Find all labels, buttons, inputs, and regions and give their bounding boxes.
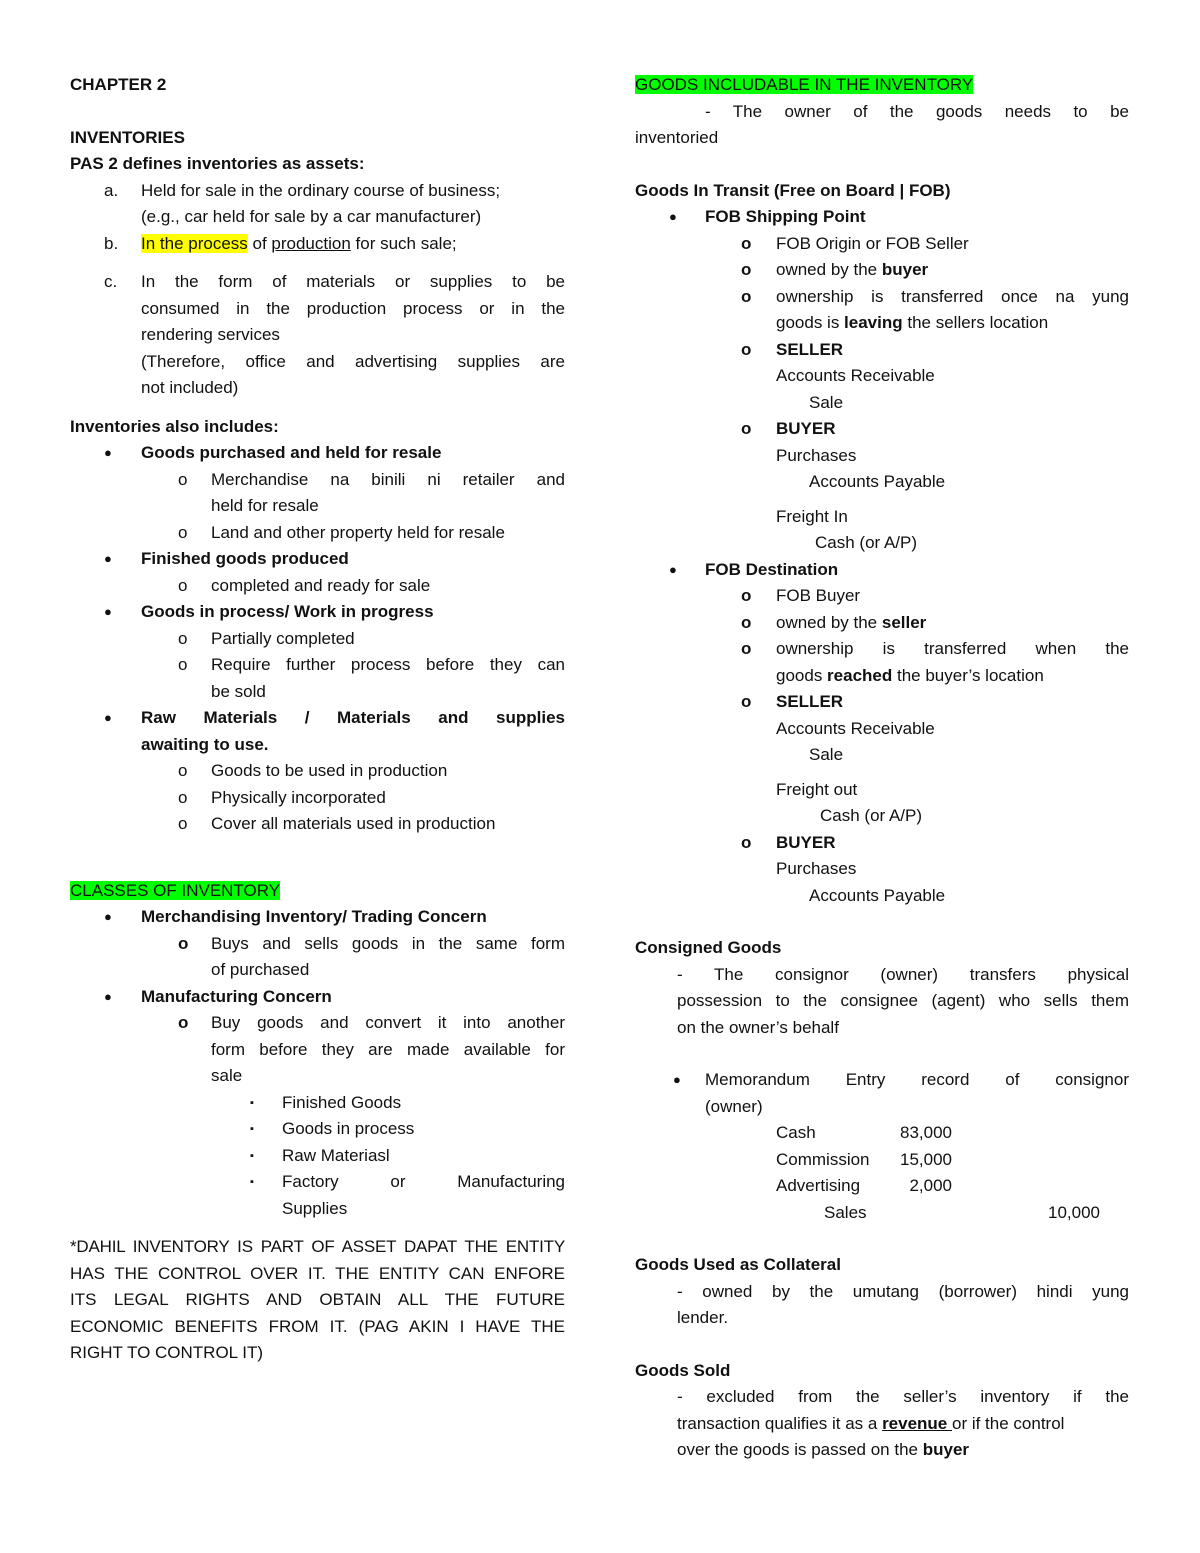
list-item: o BUYER	[635, 830, 1129, 857]
list-item: ● Memorandum Entry record of consignor	[635, 1067, 1129, 1094]
list-item: ▪ Finished Goods	[70, 1090, 565, 1117]
bullet-icon: ●	[669, 209, 677, 224]
def-item-c-cont: consumed in the production process or in the	[141, 298, 565, 318]
list-item-cont: goods is leaving the sellers location	[776, 313, 1049, 332]
consigned-heading: Consigned Goods	[635, 938, 782, 957]
journal-line: Purchases	[776, 859, 857, 878]
journal-line: Freight out	[776, 779, 858, 799]
includable-heading: GOODS INCLUDABLE IN THE INVENTORY	[635, 75, 974, 94]
circle-bullet-icon: o	[741, 639, 752, 658]
list-item: o FOB Buyer	[635, 583, 1129, 610]
circle-bullet-icon: o	[178, 655, 188, 674]
list-item: ● Goods in process/ Work in progress	[70, 599, 565, 626]
bullet-icon: ●	[673, 1072, 681, 1087]
journal-line: Freight In	[776, 506, 848, 526]
collateral-text: lender.	[677, 1308, 729, 1327]
circle-bullet-icon: o	[741, 260, 752, 279]
also-includes-heading: Inventories also includes:	[70, 416, 279, 436]
circle-bullet-icon: o	[741, 586, 752, 605]
list-item: o Buy goods and convert it into another	[70, 1010, 565, 1037]
highlighted-text: In the process	[141, 233, 248, 253]
list-item: o Partially completed	[70, 626, 565, 653]
list-item: o Cover all materials used in production	[70, 811, 565, 838]
list-item: o FOB Origin or FOB Seller	[635, 231, 1129, 258]
consigned-text: possession to the consignee (agent) who sells them	[677, 991, 1129, 1010]
list-item: o BUYER	[635, 416, 1129, 443]
journal-entry-row: Advertising 2,000	[776, 1176, 952, 1195]
list-item: o ownership is transferred once na yung	[635, 284, 1129, 311]
list-item: ● Manufacturing Concern	[70, 984, 565, 1011]
control-note: *DAHIL INVENTORY IS PART OF ASSET DAPAT THE ENTITY	[70, 1237, 565, 1256]
square-bullet-icon: ▪	[250, 1176, 254, 1188]
consigned-text: - The consignor (owner) transfers physical	[677, 964, 1129, 984]
journal-line: Sale	[809, 392, 844, 412]
def-item-b: b. In the process of production for such sale;	[104, 233, 457, 253]
list-item: o Require further process before they can	[70, 652, 565, 679]
list-item-cont: (owner)	[705, 1096, 763, 1116]
collateral-heading: Goods Used as Collateral	[635, 1255, 841, 1274]
journal-entry-row: Commission 15,000	[776, 1149, 952, 1169]
pas-heading: PAS 2 defines inventories as assets:	[70, 154, 365, 173]
journal-line: Accounts Payable	[809, 885, 946, 905]
owner-note: - The owner of the goods needs to be	[705, 101, 1129, 121]
control-note: RIGHT TO CONTROL IT)	[70, 1343, 263, 1362]
classes-heading: CLASSES OF INVENTORY	[70, 880, 281, 900]
journal-line: Cash (or A/P)	[820, 806, 923, 825]
circle-bullet-icon: o	[178, 522, 188, 542]
control-note: ITS LEGAL RIGHTS AND OBTAIN ALL THE FUTURE	[70, 1290, 565, 1309]
circle-bullet-icon: o	[178, 787, 188, 807]
journal-line: Accounts Receivable	[776, 718, 935, 738]
def-item-c-cont: rendering services	[141, 325, 280, 344]
journal-entry-row: Sales 10,000	[824, 1202, 1100, 1222]
bullet-icon: ●	[104, 909, 112, 924]
list-item: ● Finished goods produced	[70, 546, 565, 573]
bullet-icon: ●	[104, 551, 112, 566]
page-title: INVENTORIES	[70, 127, 185, 147]
list-item-cont: awaiting to use.	[141, 734, 269, 754]
circle-bullet-icon: o	[741, 832, 752, 852]
list-item: ● FOB Shipping Point	[635, 204, 1129, 231]
circle-bullet-icon: o	[178, 933, 189, 953]
circle-bullet-icon: o	[741, 692, 752, 711]
list-item: o Goods to be used in production	[70, 758, 565, 785]
list-item: o SELLER	[635, 337, 1129, 364]
circle-bullet-icon: o	[178, 575, 188, 595]
sold-heading: Goods Sold	[635, 1360, 731, 1380]
square-bullet-icon: ▪	[250, 1123, 254, 1135]
list-item: o Physically incorporated	[70, 785, 565, 812]
list-item-cont: held for resale	[211, 496, 319, 515]
list-item: o ownership is transferred when the	[635, 636, 1129, 663]
bullet-icon: ●	[104, 604, 112, 619]
circle-bullet-icon: o	[741, 339, 752, 359]
sold-text: over the goods is passed on the buyer	[677, 1440, 970, 1459]
journal-line: Accounts Payable	[809, 472, 946, 491]
journal-line: Sale	[809, 745, 844, 764]
list-item: ▪ Factory or Manufacturing	[70, 1169, 565, 1196]
sold-text: transaction qualifies it as a revenue or if the control	[677, 1413, 1065, 1433]
list-item: o Merchandise na binili ni retailer and	[70, 467, 565, 494]
bullet-icon: ●	[104, 445, 112, 460]
circle-bullet-icon: o	[741, 233, 752, 253]
def-item-c-note: not included)	[141, 378, 239, 397]
control-note: ECONOMIC BENEFITS FROM IT. (PAG AKIN I HAVE THE	[70, 1316, 565, 1336]
square-bullet-icon: ▪	[250, 1096, 254, 1109]
circle-bullet-icon: o	[178, 628, 188, 648]
def-item-c-note: (Therefore, office and advertising supplies are	[141, 351, 565, 371]
list-item: o owned by the seller	[635, 610, 1129, 637]
circle-bullet-icon: o	[178, 761, 188, 780]
def-item-a: a. Held for sale in the ordinary course of business;	[104, 180, 501, 200]
journal-entry-row: Cash 83,000	[776, 1123, 952, 1142]
chapter-label: CHAPTER 2	[70, 75, 167, 94]
list-item: o Land and other property held for resale	[70, 520, 565, 547]
circle-bullet-icon: o	[741, 286, 752, 306]
list-item-cont: form before they are made available for	[211, 1039, 565, 1059]
consigned-text: on the owner’s behalf	[677, 1017, 839, 1037]
def-item-c: c. In the form of materials or supplies to be	[104, 272, 565, 291]
list-item: ● FOB Destination	[635, 557, 1129, 584]
bullet-icon: ●	[669, 561, 677, 577]
circle-bullet-icon: o	[178, 469, 188, 489]
list-item: o SELLER	[635, 689, 1129, 716]
circle-bullet-icon: o	[741, 419, 752, 438]
square-bullet-icon: ▪	[250, 1149, 254, 1162]
def-item-a-cont: (e.g., car held for sale by a car manufacturer)	[141, 207, 482, 226]
journal-line: Cash (or A/P)	[815, 533, 918, 552]
owner-note: inventoried	[635, 128, 719, 147]
list-item: ● Goods purchased and held for resale	[70, 440, 565, 467]
circle-bullet-icon: o	[178, 1013, 189, 1032]
list-item-cont: of purchased	[211, 960, 310, 979]
list-item-cont: sale	[211, 1066, 243, 1085]
transit-heading: Goods In Transit (Free on Board | FOB)	[635, 180, 951, 200]
list-item-cont: Supplies	[282, 1198, 348, 1218]
sold-text: - excluded from the seller’s inventory if the	[677, 1387, 1129, 1406]
list-item-cont: be sold	[211, 681, 266, 701]
list-item-cont: goods reached the buyer’s location	[776, 665, 1044, 685]
list-item: ● Raw Materials / Materials and supplies	[70, 705, 565, 732]
list-item: o Buys and sells goods in the same form	[70, 931, 565, 958]
circle-bullet-icon: o	[741, 612, 752, 632]
list-item: ▪ Goods in process	[70, 1116, 565, 1143]
list-item: ● Merchandising Inventory/ Trading Concern	[70, 904, 565, 931]
list-item: o owned by the buyer	[635, 257, 1129, 284]
bullet-icon: ●	[104, 988, 112, 1004]
list-item: o completed and ready for sale	[70, 573, 565, 600]
bullet-icon: ●	[104, 710, 112, 725]
collateral-text: - owned by the umutang (borrower) hindi yung	[677, 1281, 1129, 1301]
right-column	[635, 72, 1129, 1464]
list-item: ▪ Raw Materiasl	[70, 1143, 565, 1170]
circle-bullet-icon: o	[178, 814, 188, 833]
left-column	[70, 72, 565, 1367]
control-note: HAS THE CONTROL OVER IT. THE ENTITY CAN ENFORE	[70, 1263, 565, 1283]
journal-line: Purchases	[776, 445, 857, 465]
journal-line: Accounts Receivable	[776, 366, 935, 385]
